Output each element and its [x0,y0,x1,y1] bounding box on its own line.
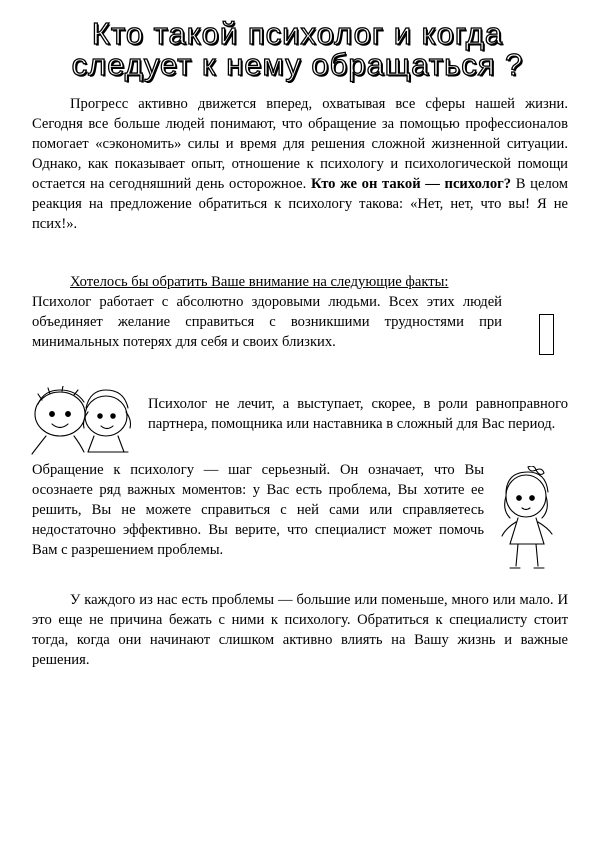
intro-text-end: В целом реакция на предложение обратиться к психологу такова: «Нет, нет, что вы! Я не псих!». [32,176,569,232]
intro-paragraph [32,94,568,234]
fact-2-paragraph: Психолог не лечит, а выступает, скорее, в роли равноправного партнера, помощника или наставника в сложный для Вас период. [148,396,568,432]
empty-checkbox-glyph [539,314,554,355]
page-title [0,18,595,80]
intro-bold-question: Кто же он такой — психолог? [310,176,512,192]
children-drawing-icon [22,386,140,458]
facts-heading: Хотелось бы обратить Ваше внимание на следующие факты: [70,274,449,290]
fact-3-paragraph: Обращение к психологу — шаг серьезный. Он означает, что Вы осознаете ряд важных моментов: у Вас есть проблема, Вы хотите ее решить, Вы не можете справиться с ней сами или справляетесь недостаточно эффективно. Вы верите, что специалист может помочь Вам с разрешением проблемы. [32,462,484,558]
girl-drawing-icon [492,466,562,574]
conclusion-paragraph: У каждого из нас есть проблемы — большие или поменьше, много или мало. И это еще не причина бежать с ними к психологу. Обратиться к специалисту стоит тогда, когда они начинают слишком активно влиять на Вашу жизнь и важные решения. [32,592,568,668]
title-line-2: следует к нему обращаться ? [71,47,524,82]
fact-1-paragraph: Психолог работает с абсолютно здоровыми людьми. Всех этих людей объединяет желание справиться с возникшими трудностями при минимальных потерях для себя и своих близких. [32,294,502,350]
title-line-1: Кто такой психолог и когда [91,16,504,51]
intro-text: Прогресс активно движется вперед, охватывая все сферы нашей жизни. Сегодня все больше людей понимают, что обращение за помощью профессионалов помогает «сэкономить» силы и время для решения сложной жизненной ситуации. Однако, как показывает опыт, отношение к психологу и психологической помощи остается на сегодняшний день осторожное. [32,96,568,192]
